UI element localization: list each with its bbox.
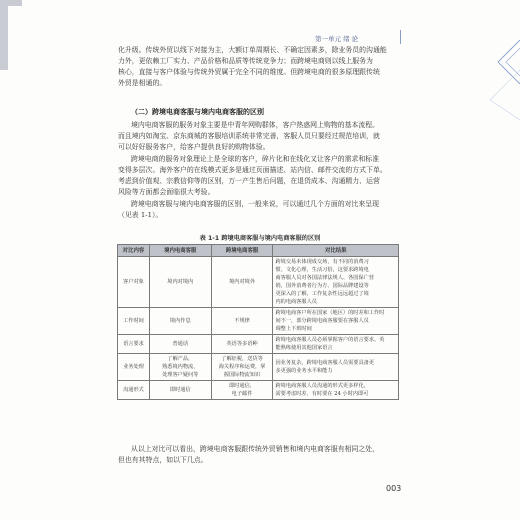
- table-row: [118, 308, 399, 335]
- running-header: 第一单元 绪 论: [315, 35, 359, 43]
- paragraph-line: 核心，直接与客户体验与传统外贸属于完全不同的维度。但跨境电商的很多原理跟传统: [118, 68, 380, 76]
- table-row: [118, 354, 399, 381]
- result-cell: [273, 335, 399, 354]
- result-line: 跨境电商客户所在国家（地区）的时差和工作时: [275, 310, 385, 316]
- corner-decoration: [0, 0, 24, 70]
- table-row: [118, 257, 399, 308]
- domestic-cell: 即时通信: [149, 381, 211, 400]
- row-item: 客户对象: [118, 257, 150, 308]
- header-rule: [400, 30, 401, 44]
- cell-line: 了解产品，: [167, 356, 194, 362]
- cell-line: 电子邮件: [231, 391, 253, 397]
- paragraph-line: 跨境电商客服与境内电商客服的区别，一般来说，可以通过几个方面的对比来呈现: [131, 200, 380, 208]
- table-header-row: [118, 245, 399, 257]
- paragraph-line: 变得多层次。海外客户的在线模式更多是通过页面描述、站内信、邮件交流的方式下单。: [118, 166, 387, 174]
- paragraph-line: 而且境内如淘宝、京东商城的客服培训系统非常完善，客服人员只要经过规范培训，就: [118, 132, 380, 140]
- cell-line: 即时通信，: [229, 383, 256, 389]
- table-caption: 表 1-1 跨境电商客服与境内电商客服的区别: [199, 235, 321, 242]
- result-cell: [273, 354, 399, 381]
- domestic-cell: 普通话: [149, 335, 211, 354]
- cross-border-cell: [211, 354, 273, 381]
- comparison-table: [117, 244, 399, 400]
- page-number: 003: [386, 484, 402, 493]
- result-line: 跨境电商客服人员必须掌握客户的语言要求。英: [275, 337, 385, 343]
- cross-border-cell: 不规律: [211, 308, 273, 335]
- result-line: 能熟练使用其他国家语言: [275, 345, 333, 351]
- result-line: 跨境交易未体现成交场，有不同的消费习: [275, 259, 369, 265]
- result-line: 多更强的业务水平和能力: [275, 368, 333, 374]
- result-line: 需要考虑时差、有时要在 24 小时内即可: [275, 391, 369, 397]
- paragraph-line: 跨境电商的服务对象理论上是全球的客户，碎片化和在线化又让客户的需求和标准: [131, 155, 380, 163]
- cell-line: 处理客户疑问等: [162, 372, 199, 378]
- cell-line: 熟悉境内物流，: [162, 364, 199, 370]
- result-cell: [273, 308, 399, 335]
- paragraph-line: 风险等方面都会面临很大考验。: [118, 188, 215, 196]
- domestic-cell: 境内对境内: [149, 257, 211, 308]
- column-header: 对比结果: [273, 245, 399, 257]
- section-heading: （二）跨境电商客服与境内电商客服的区别: [131, 108, 264, 116]
- row-item: 语言要求: [118, 335, 150, 354]
- paragraph-line: 从以上对比可以看出，跨境电商客服跟传统外贸销售和境内电商客服有相同之处，: [131, 445, 380, 453]
- domestic-cell: [149, 354, 211, 381]
- result-cell: [273, 257, 399, 308]
- result-line: 内的电商客服人员: [275, 299, 317, 305]
- result-cell: [273, 381, 399, 400]
- paragraph-line: 可以好好服务客户，给客户提供良好的购物体验。: [118, 143, 270, 151]
- result-line: 调整上下班时间: [275, 326, 312, 332]
- result-line: 惯、文化心理、生活习俗，这要求跨境电: [275, 267, 369, 273]
- paragraph-line: 外贸是相通的。: [118, 79, 167, 87]
- result-line: 商客服人员对各国法律法规人、各国保广营: [275, 275, 375, 281]
- column-header: 跨境电商客服: [211, 245, 273, 257]
- table-row: [118, 335, 399, 354]
- row-item: 业务处理: [118, 354, 150, 381]
- cell-line: 海关程序和运费，掌: [218, 364, 266, 370]
- paragraph-line: （见表 1-1）。: [118, 211, 163, 219]
- result-line: 更深入的了解，工作复杂性远远超过了境: [275, 291, 369, 297]
- result-line: 销，国外消费者行为方、国际品牌建设等: [275, 283, 369, 289]
- result-line: 因业务复杂，跨境电商客服人员需要具备更: [275, 360, 375, 366]
- row-item: 工作时间: [118, 308, 150, 335]
- column-header: 境内电商客服: [149, 245, 211, 257]
- result-line: 间不一，部分跨境电商客服要在客服人员: [275, 318, 369, 324]
- cross-border-cell: 境内对境外: [211, 257, 273, 308]
- paragraph-line: 力外，更依赖工厂实力、产品价格和品质等传统竞争力；而跨境电商则以线上服务为: [118, 57, 373, 65]
- paragraph-line: 但也有其特点，如以下几点。: [118, 456, 208, 464]
- paragraph-line: 境内电商客服的服务对象主要是中青年网购群体，客户热惑网上购物的基本流程。: [131, 121, 380, 129]
- cross-border-cell: [211, 381, 273, 400]
- row-item: 沟通形式: [118, 381, 150, 400]
- cell-line: 了解征税，送货等: [221, 356, 263, 362]
- cross-border-cell: 英语等多语种: [211, 335, 273, 354]
- column-header: 对比内容: [118, 245, 150, 257]
- paragraph-line: 考虑到价值观、宗教信仰等的区别，万一产生售后问题，在退货成本、沟通精力、运营: [118, 177, 380, 185]
- cell-line: 握国际物流知识: [223, 372, 261, 378]
- table-row: [118, 381, 399, 400]
- geometric-decoration: [480, 40, 520, 120]
- result-line: 跨境电商客服人员沟通的形式更多样化，: [275, 383, 369, 389]
- paragraph-line: 化升级。传统外贸以线下对接为主，大额订单周期长、不确定因素多，除业务员的沟通能: [118, 46, 387, 54]
- domestic-cell: 境内作息: [149, 308, 211, 335]
